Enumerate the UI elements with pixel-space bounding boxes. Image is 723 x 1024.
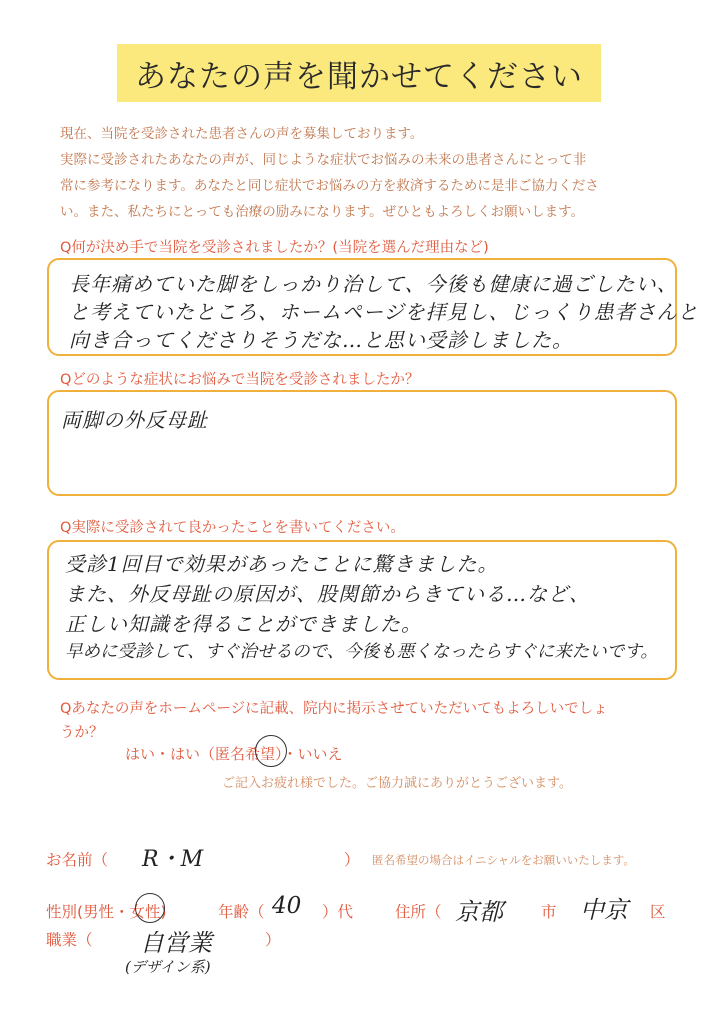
question-3-label: Q実際に受診されて良かったことを書いてください。 [60, 520, 405, 536]
job-value[interactable]: 自営業 [140, 929, 212, 957]
address-ward[interactable]: 中京 [580, 896, 628, 924]
answer-3-line: 早めに受診して、すぐ治せるので、今後も悪くなったらすぐに来たいです。 [65, 642, 658, 662]
answer-1-line: 向き合ってくださりそうだな…と思い受診しました。 [69, 328, 573, 352]
question-4-label-cont: うか？ [60, 725, 104, 741]
name-value[interactable]: R・M [142, 847, 204, 872]
age-label: 年齢（ [218, 903, 265, 921]
address-label: 住所（ [395, 903, 442, 921]
consent-options[interactable]: はい・はい（匿名希望）・いいえ [125, 745, 343, 763]
page-title-banner [117, 44, 601, 102]
intro-line: 常に参考になります。あなたと同じ症状でお悩みの方を救済するために是非ご協力くださ [60, 178, 599, 194]
intro-line: 現在、当院を受診された患者さんの声を募集しております。 [60, 126, 424, 142]
intro-line: 実際に受診されたあなたの声が、同じような症状でお悩みの未来の患者さんにとって非 [60, 152, 587, 168]
question-1-label: Q何が決め手で当院を受診されましたか？(当院を選んだ理由など) [60, 240, 489, 256]
age-value[interactable]: 40 [272, 893, 302, 919]
selection-circle [135, 893, 165, 923]
job-close: ） [265, 931, 281, 949]
answer-3-line: 受診1回目で効果があったことに驚きました。 [65, 552, 499, 576]
answer-2-box[interactable] [47, 390, 677, 496]
selection-circle [255, 735, 287, 767]
answer-2-line: 両脚の外反母趾 [61, 408, 208, 432]
answer-3-line: また、外反母趾の原因が、股関節からきている…など、 [65, 582, 590, 606]
answer-1-box[interactable] [47, 258, 699, 356]
name-note: 匿名希望の場合はイニシャルをお願いいたします。 [372, 853, 635, 867]
question-2-label: Qどのような症状にお悩みで当院を受診されましたか？ [60, 372, 420, 388]
answer-3-line: 正しい知識を得ることができました。 [65, 612, 422, 636]
question-4-label: Qあなたの声をホームページに記載、院内に掲示させていただいてもよろしいでしょ [60, 701, 608, 717]
address-ward-label: 区 [650, 903, 666, 921]
age-suffix: ）代 [322, 903, 354, 921]
name-label: お名前（ [46, 851, 109, 869]
answer-1-line: 長年痛めていた脚をしっかり治して、今後も健康に過ごしたい、 [69, 272, 678, 296]
page-title: あなたの声を聞かせてください [135, 58, 583, 95]
intro-line: い。また、私たちにとっても治療の励みになります。ぜひともよろしくお願いします。 [60, 204, 585, 220]
job-label: 職業（ [46, 931, 93, 949]
address-city-label: 市 [541, 903, 557, 921]
job-note: (デザイン系) [125, 958, 211, 976]
name-close: ） [344, 851, 360, 869]
thanks-message: ご記入お疲れ様でした。ご協力誠にありがとうございます。 [222, 776, 572, 791]
answer-3-box[interactable] [47, 540, 677, 680]
intro-text [60, 121, 660, 225]
answer-1-line: と考えていたところ、ホームページを拝見し、じっくり患者さんと [69, 300, 699, 324]
address-prefecture[interactable]: 京都 [455, 898, 503, 926]
gender-label: 性別(男性・女性) [46, 903, 167, 921]
